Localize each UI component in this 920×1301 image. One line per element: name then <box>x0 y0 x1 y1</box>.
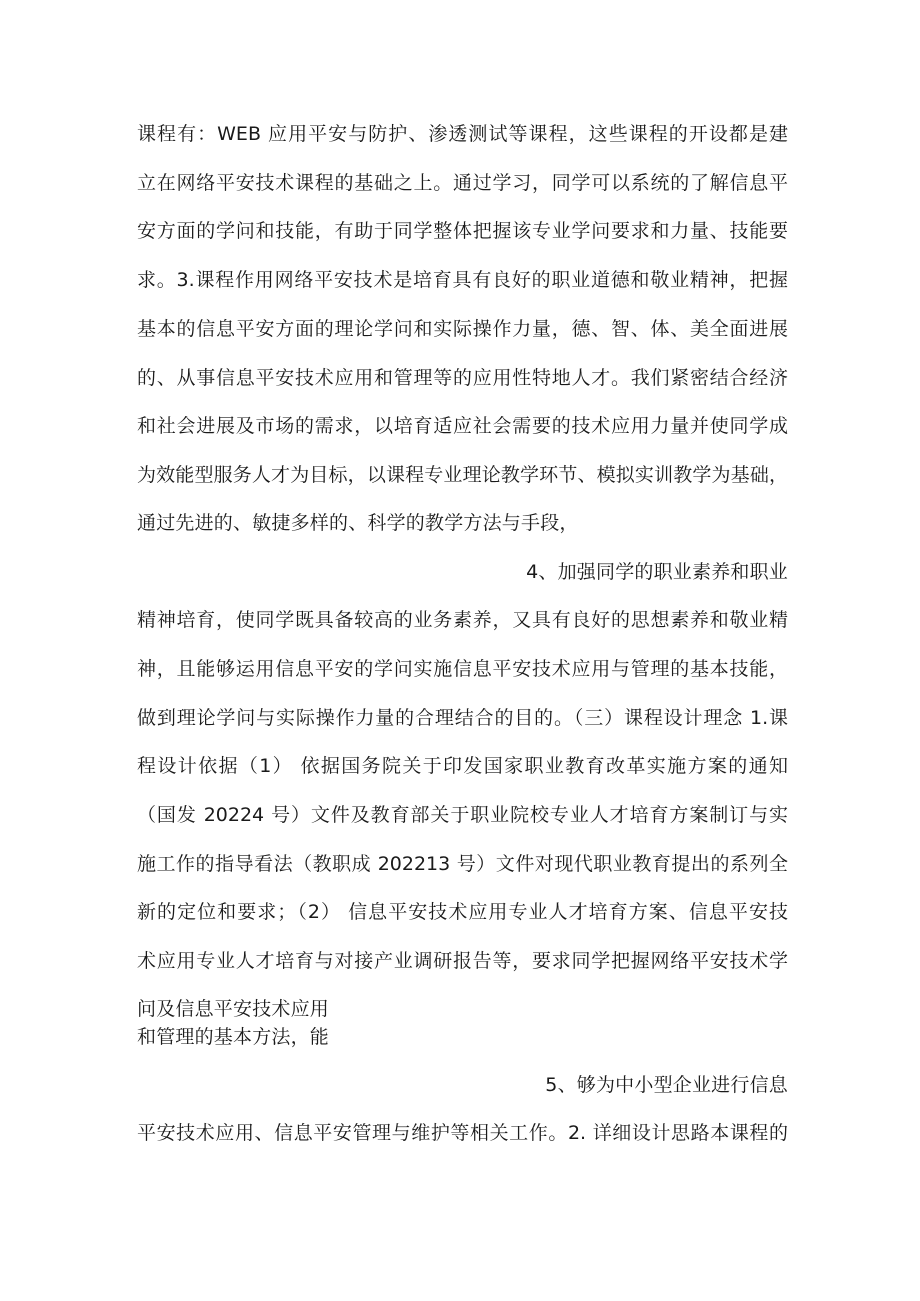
text-line: 立在网络平安技术课程的基础之上。通过学习，同学可以系统的了解信息平 <box>137 172 788 194</box>
text-line: 程设计依据（1） 依据国务院关于印发国家职业教育改革实施方案的通知 <box>137 755 788 777</box>
text-line: 求。3.课程作用网络平安技术是培育具有良好的职业道德和敬业精神，把握 <box>137 269 788 291</box>
text-line: 为效能型服务人才为目标，以课程专业理论教学环节、模拟实训教学为基础， <box>137 464 788 486</box>
text-line: 术应用专业人才培育与对接产业调研报告等，要求同学把握网络平安技术学 <box>137 950 788 972</box>
text-line: 安方面的学问和技能，有助于同学整体把握该专业学问要求和力量、技能要 <box>137 220 788 242</box>
text-line: 做到理论学问与实际操作力量的合理结合的目的。（三）课程设计理念 1.课 <box>137 707 788 729</box>
list-item-heading: 4、加强同学的职业素养和职业 <box>526 561 788 583</box>
list-item-heading: 5、够为中小型企业进行信息 <box>545 1074 788 1096</box>
text-line: 和管理的基本方法，能 <box>137 1026 330 1048</box>
text-line: 问及信息平安技术应用 <box>137 998 330 1020</box>
text-line: 平安技术应用、信息平安管理与维护等相关工作。2. 详细设计思路本课程的 <box>137 1122 788 1144</box>
text-line: 精神培育，使同学既具备较高的业务素养，又具有良好的思想素养和敬业精 <box>137 609 788 631</box>
text-line: 基本的信息平安方面的理论学问和实际操作力量，德、智、体、美全面进展 <box>137 318 788 340</box>
text-line: 课程有：WEB 应用平安与防护、渗透测试等课程，这些课程的开设都是建 <box>137 123 788 145</box>
text-line: 新的定位和要求；（2） 信息平安技术应用专业人才培育方案、信息平安技 <box>137 901 788 923</box>
text-line: 施工作的指导看法（教职成 202213 号）文件对现代职业教育提出的系列全 <box>137 853 788 875</box>
text-line: 和社会进展及市场的需求，以培育适应社会需要的技术应用力量并使同学成 <box>137 415 788 437</box>
text-line: 神，且能够运用信息平安的学问实施信息平安技术应用与管理的基本技能， <box>137 658 788 680</box>
text-line: （国发 20224 号）文件及教育部关于职业院校专业人才培育方案制订与实 <box>137 804 788 826</box>
text-line: 的、从事信息平安技术应用和管理等的应用性特地人才。我们紧密结合经济 <box>137 367 788 389</box>
text-line: 通过先进的、敏捷多样的、科学的教学方法与手段， <box>137 512 579 534</box>
